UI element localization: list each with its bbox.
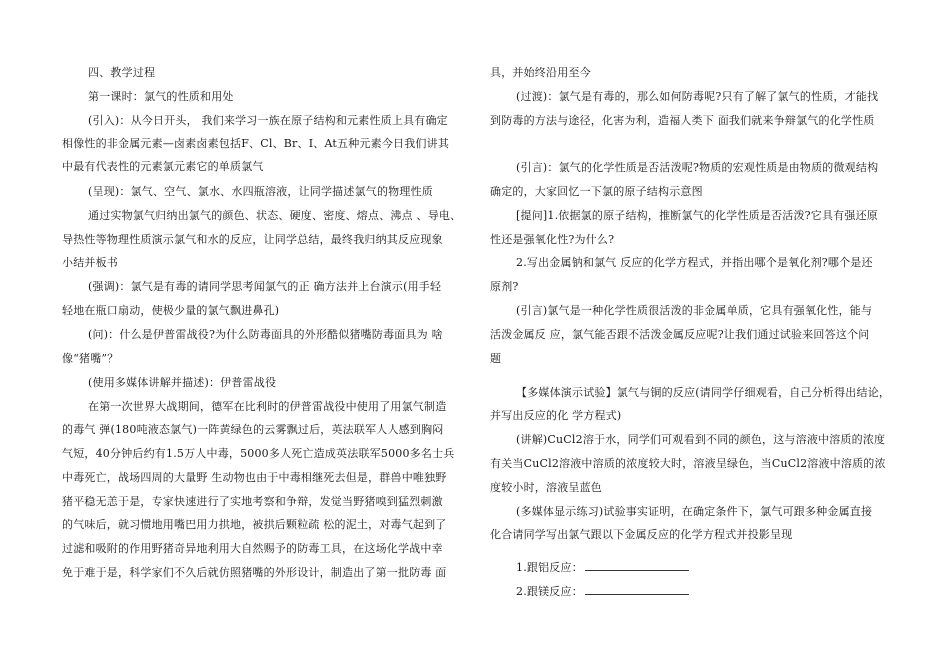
text-line: 像“猪嘴”？ — [62, 352, 119, 365]
text-line: 度较小时，溶液呈蓝色 — [490, 481, 602, 494]
text-line: 确定的，大家回忆一下氯的原子结构示意图 — [490, 185, 703, 198]
text-line: 通过实物氯气归纳出氯气的颜色、状态、硬度、密度、熔点、沸点 、导电、 — [88, 209, 462, 222]
text-line: 【多媒体演示试验】氯气与铜的反应(请同学仔细观看，自己分析得出结论， — [516, 386, 891, 399]
text-line: 中毒死亡，战场四周的大量野 生动物也由于中毒相继死去但是，群兽中唯独野 — [62, 471, 447, 484]
text-line: 题 — [490, 352, 502, 365]
text-line: 具，并始终沿用至今 — [490, 66, 591, 79]
text-line: 第一课时：氯气的性质和用处 — [88, 90, 234, 103]
text-line: 化合请同学写出氯气跟以下金属反应的化学方程式并投影呈现 — [490, 528, 793, 541]
answer-blank — [585, 584, 689, 595]
text-line: 2.写出金属钠和氯气 反应的化学方程式，并指出哪个是氧化剂?哪个是还 — [516, 256, 873, 269]
exercise-line — [516, 560, 689, 575]
text-line: 四、教学过程 — [88, 66, 156, 79]
text-line: 的气味后，就习惯地用嘴巴用力拱地，被拱后颗粒疏 松的泥土，对毒气起到了 — [62, 518, 447, 531]
text-line: (强调)：氯气是有毒的请同学思考闻氯气的正 确方法并上台演示(用手轻 — [88, 280, 442, 293]
text-line: 活泼金属反 应，氯气能否跟不活泼金属反应呢?让我们通过试验来回答这个问 — [490, 328, 870, 341]
text-line: (过渡)：氯气是有毒的，那么如何防毒呢?只有了解了氯气的性质，才能找 — [516, 90, 879, 103]
text-line: 并写出反应的化 学方程式) — [490, 409, 622, 422]
text-line: 中最有代表性的元素氯元素它的单质氯气 — [62, 160, 264, 173]
text-line: 的毒气 弹(180吨液态氯气)一阵黄绿色的云雾飘过后，英法联军人人感到胸闷 — [62, 423, 444, 436]
text-line: (引言)氯气是一种化学性质很活泼的非金属单质，它具有强氧化性，能与 — [516, 304, 873, 317]
text-line: (问)：什么是伊普雷战役?为什么防毒面具的外形酷似猪嘴防毒面具为 啥 — [88, 328, 443, 341]
text-line: 过滤和吸附的作用野猪奇异地利用大自然赐予的防毒工具，在这场化学战中幸 — [62, 542, 443, 555]
text-line: 轻地在瓶口扇动，使极少量的氯气飘进鼻孔) — [62, 304, 280, 317]
text-line: 小结并板书 — [62, 256, 118, 269]
answer-blank — [585, 560, 689, 571]
text-line: 有关当CuCl2溶液中溶质的浓度较大时，溶液呈绿色，当CuCl2溶液中溶质的浓 — [490, 457, 886, 470]
text-line: (讲解)CuCl2溶于水，同学们可观看到不同的颜色，这与溶液中溶质的浓度 — [516, 433, 886, 446]
text-line: (呈现)：氯气、空气、氯水、水四瓶溶液，让同学描述氯气的物理性质 — [88, 185, 433, 198]
exercise-label: 2.跟镁反应： — [516, 585, 583, 598]
text-line: 猪平稳无恙于是，专家快速进行了实地考察和争辩，发觉当野猪嗅到猛烈刺激 — [62, 495, 443, 508]
text-line: 相像性的非金属元素—卤素卤素包括F、Cl、Br、I、At五种元素今日我们讲其 — [62, 137, 450, 150]
exercise-label: 1.跟铝反应： — [516, 561, 583, 574]
text-line: 到防毒的方法与途径，化害为利，造福人类下 面我们就来争辩氯气的化学性质 — [490, 114, 875, 127]
text-line: (多媒体显示练习)试验事实证明，在确定条件下，氯气可跟多种金属直接 — [516, 505, 873, 518]
text-line: 原剂? — [490, 280, 519, 293]
text-line: 免于难于是，科学家们不久后就仿照猪嘴的外形设计，制造出了第一批防毒 面 — [62, 566, 447, 579]
text-line: 导热性等物理性质演示氯气和水的反应，让同学总结，最终我归纳其反应现象 — [62, 233, 443, 246]
text-line: 性还是强氧化性?为什么? — [490, 233, 615, 246]
text-line: [提问]1.依据氯的原子结构，推断氯气的化学性质是否活泼?它具有强还原 — [516, 209, 878, 222]
text-line: 在第一次世界大战期间，德军在比利时的伊普雷战役中使用了用氯气制造 — [88, 400, 447, 413]
text-line: (使用多媒体讲解并描述)：伊普雷战役 — [88, 376, 277, 389]
exercise-line — [516, 584, 689, 599]
text-line: (引入)：从今日开头， 我们来学习一族在原子结构和元素性质上具有确定 — [88, 114, 448, 127]
text-line: 气短，40分钟后约有1.5万人中毒，5000多人死亡造成英法联军5000多名士兵 — [62, 447, 455, 460]
text-line: (引言)：氯气的化学性质是否活泼呢?物质的宏观性质是由物质的微观结构 — [516, 161, 879, 174]
